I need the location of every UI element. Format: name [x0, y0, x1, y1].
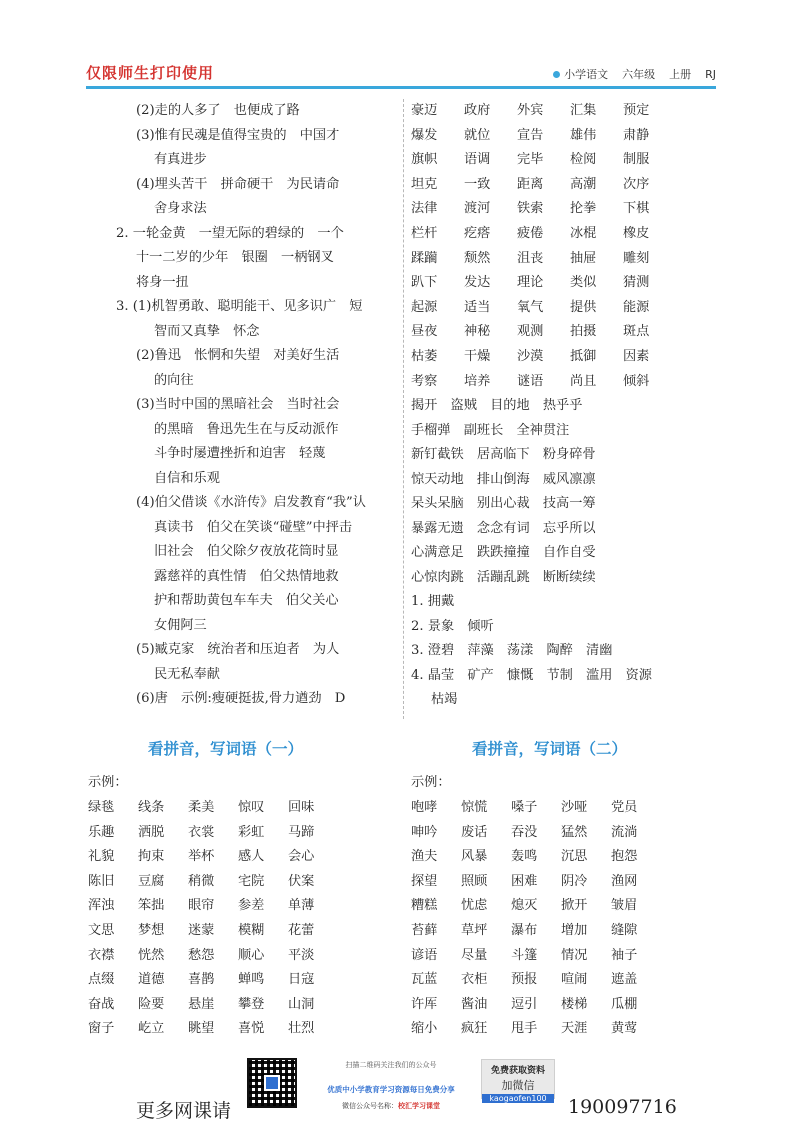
word-cell: 高潮: [570, 176, 597, 192]
word-cell: 会心: [288, 849, 315, 865]
word-cell: 乐趣: [88, 824, 115, 840]
word-cell: 抽屉: [570, 250, 597, 266]
word-cell: 喜悦: [238, 1021, 265, 1037]
example-label-right: 示例：: [411, 775, 451, 790]
word-cell: 蝉鸣: [238, 972, 265, 988]
word-cell: 呻吟: [411, 824, 438, 840]
word-cell: 绿毯: [88, 800, 115, 815]
word-cell: 恍然: [138, 947, 165, 963]
word-row: [88, 919, 338, 944]
word-row: [88, 796, 338, 821]
word-row: [88, 870, 338, 895]
word-cell: 花蕾: [288, 922, 315, 938]
footer-scan-text: 扫描二维码关注我们的公众号: [345, 1061, 437, 1069]
word-cell: 斗篷: [511, 947, 538, 963]
word-cell: 起源: [411, 299, 438, 315]
word-cell: 拘束: [138, 849, 165, 865]
example-label-left: 示例：: [88, 775, 128, 790]
word-row: [411, 124, 721, 149]
word-cell: 发达: [464, 275, 491, 291]
word-row: [411, 870, 661, 895]
word-cell: 屹立: [138, 1021, 165, 1037]
answer-line: 心满意足 跌跌撞撞 自作自受: [411, 545, 596, 561]
word-cell: 马蹄: [288, 824, 315, 840]
answer-line: (3)惟有民魂是值得宝贵的 中国才: [136, 127, 340, 143]
word-cell: 抡拳: [570, 201, 597, 217]
word-cell: 爆发: [411, 127, 438, 143]
word-row: [411, 944, 661, 969]
word-cell: 阴冷: [561, 873, 588, 889]
word-cell: 抱怨: [611, 849, 638, 865]
word-cell: 回味: [288, 800, 315, 815]
word-cell: 咆哮: [411, 800, 438, 815]
word-cell: 增加: [561, 922, 588, 938]
word-cell: 黄莺: [611, 1021, 638, 1037]
word-row: [411, 345, 721, 370]
answer-line: 暴露无遗 念念有词 忘乎所以: [411, 520, 596, 536]
answer-line: 自信和乐观: [154, 470, 220, 486]
word-cell: 掀开: [561, 898, 588, 914]
word-cell: 愁怨: [188, 947, 215, 963]
word-cell: 雄伟: [570, 127, 597, 143]
answer-line: (6)唐 示例:瘦硬挺拔,骨力遒劲 D: [136, 691, 346, 706]
word-cell: 沮丧: [517, 250, 544, 266]
word-cell: 就位: [464, 127, 491, 143]
answer-line: 的黑暗 鲁迅先生在与反动派作: [154, 421, 339, 437]
word-grid-left: [88, 796, 338, 1042]
word-cell: 倾斜: [623, 373, 650, 389]
word-cell: 适当: [464, 299, 491, 315]
answer-line: 新钉截铁 居高临下 粉身碎骨: [411, 447, 596, 463]
word-cell: 举杯: [188, 849, 215, 865]
word-cell: 模糊: [238, 922, 265, 938]
word-cell: 线条: [138, 800, 165, 815]
word-cell: 许厍: [411, 996, 438, 1012]
word-cell: 斑点: [623, 324, 650, 340]
word-cell: 栏杆: [411, 225, 438, 241]
wechat-box[interactable]: [481, 1059, 555, 1103]
word-cell: 伏案: [288, 873, 315, 889]
word-cell: 观测: [517, 324, 544, 340]
answer-line: 心惊肉跳 活蹦乱跳 断断续续: [411, 569, 596, 585]
word-cell: 皱眉: [611, 898, 638, 914]
word-row: [88, 845, 338, 870]
word-cell: 尚且: [570, 373, 597, 389]
answer-line: 旧社会 伯父除夕夜放花筒时显: [154, 544, 339, 559]
word-cell: 疯狂: [461, 1021, 488, 1037]
word-row: [88, 1017, 338, 1042]
word-row: [411, 370, 721, 395]
word-cell: 培养: [464, 373, 491, 389]
answer-line: 护和帮助黄包车车夫 伯父关心: [154, 593, 339, 608]
answer-line: 智而又真挚 怀念: [154, 323, 260, 339]
word-row: [411, 296, 721, 321]
word-cell: 惊慌: [461, 800, 488, 815]
word-cell: 迷蒙: [188, 922, 215, 938]
word-cell: 笨拙: [138, 898, 165, 914]
word-cell: 衣裳: [188, 824, 215, 840]
word-cell: 次序: [623, 176, 650, 192]
answer-line: 民无私奉献: [154, 666, 220, 682]
word-row: [88, 993, 338, 1018]
word-cell: 探望: [411, 873, 438, 889]
word-cell: 旗帜: [411, 152, 438, 168]
word-cell: 忧虑: [461, 898, 488, 914]
bullet-dot-icon: [553, 71, 560, 78]
word-cell: 渡河: [464, 201, 491, 217]
word-cell: 壮烈: [288, 1021, 315, 1037]
word-cell: 奋战: [88, 996, 115, 1012]
word-cell: 铁索: [517, 201, 544, 217]
word-cell: 轰鸣: [511, 849, 538, 865]
word-cell: 嗓子: [511, 800, 538, 815]
word-cell: 瓜棚: [611, 996, 638, 1012]
word-cell: 瓦蓝: [411, 972, 438, 988]
word-cell: 天涯: [561, 1021, 588, 1037]
answer-line: (5)臧克家 统治者和压迫者 为人: [136, 642, 340, 657]
word-cell: 彩虹: [238, 824, 265, 840]
column-divider: [403, 99, 404, 719]
word-row: [411, 222, 721, 247]
word-cell: 风暴: [461, 849, 488, 865]
answer-line: 将身一扭: [136, 274, 189, 290]
word-cell: 下棋: [623, 201, 650, 217]
word-cell: 感人: [238, 849, 265, 865]
word-cell: 流淌: [611, 824, 638, 840]
word-row: [411, 197, 721, 222]
word-row: [88, 894, 338, 919]
footer-more-courses: 更多网课请: [136, 1100, 232, 1122]
word-cell: 昼夜: [411, 324, 438, 340]
answer-line: (3)当时中国的黑暗社会 当时社会: [136, 397, 340, 412]
word-cell: 苔藓: [411, 922, 438, 938]
word-cell: 一致: [464, 176, 491, 192]
word-cell: 攀登: [238, 996, 265, 1012]
word-cell: 法律: [411, 201, 438, 217]
print-restriction-title: 仅限师生打印使用: [86, 64, 215, 82]
edition-label: RJ: [705, 67, 716, 81]
word-cell: 氧气: [517, 299, 544, 315]
word-cell: 蹂躏: [411, 250, 438, 266]
word-cell: 甩手: [511, 1021, 538, 1037]
answer-line: 呆头呆脑 别出心裁 技高一筹: [411, 496, 596, 512]
answer-column-left: [116, 99, 398, 712]
footer-slogan: 优质中小学教育学习资源每日免费分享: [327, 1085, 455, 1094]
word-cell: 能源: [623, 299, 650, 315]
word-row: [411, 993, 661, 1018]
word-cell: 逗引: [511, 996, 538, 1012]
answer-line: 揭开 盗贼 目的地 热乎乎: [411, 398, 583, 414]
word-cell: 礼貌: [88, 849, 115, 865]
word-cell: 坦克: [411, 176, 438, 192]
answer-line: 2. 一轮金黄 一望无际的碧绿的 一个: [116, 225, 344, 241]
word-cell: 疲倦: [517, 225, 544, 241]
word-cell: 糟糕: [411, 898, 438, 914]
page-header: [0, 56, 800, 96]
word-cell: 眺望: [188, 1021, 215, 1037]
word-row: [411, 173, 721, 198]
word-cell: 缩小: [411, 1021, 438, 1037]
wechat-box-line1: 免费获取资料: [490, 1066, 545, 1076]
word-cell: 趴下: [411, 275, 438, 291]
answer-line: 有真进步: [154, 152, 207, 167]
word-cell: 酱油: [461, 996, 488, 1012]
word-cell: 类似: [570, 275, 597, 291]
word-cell: 党员: [611, 800, 638, 815]
answer-line: (4)伯父借谈《水浒传》启发教育“我”认: [136, 495, 366, 510]
answer-line: 的向往: [154, 372, 194, 388]
word-cell: 预报: [511, 972, 538, 988]
word-row: [411, 99, 721, 124]
answer-line: (2)鲁迅 怅惘和失望 对美好生活: [136, 348, 340, 363]
word-cell: 废话: [461, 824, 488, 840]
word-cell: 检阅: [570, 152, 597, 168]
word-cell: 干燥: [464, 348, 491, 364]
word-cell: 草坪: [461, 922, 488, 938]
answer-line: 女佣阿三: [154, 617, 207, 633]
word-cell: 肃静: [623, 127, 650, 143]
word-cell: 梦想: [138, 922, 165, 938]
word-cell: 陈旧: [88, 873, 115, 889]
word-cell: 瀑布: [511, 922, 538, 938]
word-cell: 照顾: [461, 873, 488, 889]
wechat-box-line2: 加微信: [501, 1079, 535, 1092]
word-cell: 完毕: [517, 152, 544, 168]
word-cell: 拍摄: [570, 324, 597, 340]
word-cell: 抵御: [570, 348, 597, 364]
word-row: [88, 821, 338, 846]
footer-promo: [306, 1060, 476, 1111]
grade-label: 六年级: [622, 68, 656, 81]
word-cell: 窗子: [88, 1021, 115, 1037]
word-cell: 沙漠: [517, 348, 544, 364]
word-cell: 文思: [88, 922, 115, 938]
word-cell: 沙哑: [561, 800, 588, 815]
answer-line: 3. 澄碧 萍藻 荡漾 陶醉 清幽: [411, 643, 613, 659]
word-row: [88, 944, 338, 969]
word-cell: 点缀: [88, 972, 115, 988]
word-cell: 宣告: [517, 127, 544, 143]
page-footer: [0, 1058, 800, 1123]
word-cell: 宅院: [238, 873, 265, 889]
word-row: [411, 247, 721, 272]
word-cell: 猜测: [623, 275, 650, 291]
qr-logo-icon: [264, 1075, 280, 1091]
word-cell: 洒脱: [138, 824, 165, 840]
word-cell: 吞没: [511, 824, 538, 840]
word-cell: 预定: [623, 103, 650, 118]
word-cell: 谜语: [517, 373, 544, 389]
footer-phone: 190097716: [568, 1096, 677, 1118]
word-cell: 颓然: [464, 250, 491, 266]
word-row: [411, 968, 661, 993]
word-cell: 熄灭: [511, 898, 538, 914]
wechat-box-line3: kaogaofen100: [482, 1094, 554, 1103]
word-cell: 楼梯: [561, 996, 588, 1012]
word-cell: 冰棍: [570, 225, 597, 241]
word-cell: 喧闹: [561, 972, 588, 988]
word-cell: 悬崖: [188, 996, 215, 1012]
word-cell: 衣襟: [88, 947, 115, 963]
answer-line: 2. 景象 倾听: [411, 618, 494, 634]
word-cell: 尽量: [461, 947, 488, 963]
word-row: [411, 796, 661, 821]
word-cell: 神秘: [464, 324, 491, 340]
answer-line: (2)走的人多了 也便成了路: [136, 103, 300, 118]
word-cell: 渔网: [611, 873, 638, 889]
answer-line: 3. (1)机智勇敢、聪明能干、见多识广 短: [116, 299, 363, 314]
word-cell: 浑浊: [88, 898, 115, 914]
word-cell: 日寇: [288, 972, 315, 988]
word-cell: 山洞: [288, 996, 315, 1012]
word-cell: 语调: [464, 152, 491, 168]
section-title-left: 看拼音，写词语（一）: [148, 740, 304, 758]
word-row: [411, 1017, 661, 1042]
answer-line: 真读书 伯父在笑谈“碰壁”中抨击: [154, 519, 353, 535]
word-row: [88, 968, 338, 993]
word-grid-right: [411, 796, 661, 1042]
header-rule: [86, 86, 716, 89]
word-cell: 平淡: [288, 947, 315, 963]
word-row: [411, 894, 661, 919]
word-cell: 猛然: [561, 824, 588, 840]
word-cell: 雕刻: [623, 250, 650, 266]
word-cell: 距离: [517, 176, 544, 192]
word-cell: 喜鹊: [188, 972, 215, 988]
word-cell: 政府: [464, 103, 491, 118]
word-cell: 困难: [511, 873, 538, 889]
word-cell: 制服: [623, 152, 650, 168]
footer-account: 微信公众号名称：校汇学习课堂: [342, 1102, 440, 1110]
term-label: 上册: [669, 68, 692, 81]
word-row: [411, 845, 661, 870]
word-cell: 考察: [411, 373, 438, 389]
word-cell: 稍微: [188, 873, 215, 889]
word-cell: 渔夫: [411, 849, 438, 865]
word-cell: 因素: [623, 348, 650, 364]
word-cell: 袖子: [611, 947, 638, 963]
answer-line: 1. 拥戴: [411, 594, 455, 610]
word-row: [411, 148, 721, 173]
answer-line: 舍身求法: [154, 201, 207, 216]
word-cell: 缝隙: [611, 922, 638, 938]
word-cell: 理论: [517, 275, 544, 291]
word-cell: 遮盖: [611, 972, 638, 988]
answer-line: 枯竭: [431, 692, 458, 708]
word-cell: 单薄: [288, 898, 315, 914]
word-cell: 参差: [238, 898, 265, 914]
word-cell: 提供: [570, 299, 597, 315]
answer-line: 十一二岁的少年 银圈 一柄钢叉: [136, 250, 334, 265]
word-cell: 顺心: [238, 947, 265, 963]
word-cell: 沉思: [561, 849, 588, 865]
answer-line: 露慈祥的真性情 伯父热情地救: [154, 568, 339, 584]
word-row: [411, 919, 661, 944]
answer-line: 手榴弹 副班长 全神贯注: [411, 422, 570, 438]
word-row: [411, 821, 661, 846]
word-cell: 汇集: [570, 103, 597, 118]
word-cell: 道德: [138, 972, 165, 988]
word-row: [411, 271, 721, 296]
word-cell: 险要: [138, 996, 165, 1012]
word-cell: 橡皮: [623, 225, 650, 241]
answer-column-right: [411, 99, 721, 713]
answer-line: 4. 晶莹 矿产 慷慨 节制 滥用 资源: [411, 667, 652, 683]
word-cell: 外宾: [517, 103, 544, 118]
word-cell: 衣柜: [461, 972, 488, 988]
answer-line: 惊天动地 排山倒海 威风凛凛: [411, 471, 596, 487]
section-title-right: 看拼音，写词语（二）: [472, 740, 628, 758]
word-row: [411, 320, 721, 345]
word-cell: 疙瘩: [464, 225, 491, 241]
word-cell: 惊叹: [238, 800, 265, 815]
header-meta: [553, 66, 716, 82]
subject-label: 小学语文: [553, 66, 608, 82]
word-cell: 枯萎: [411, 348, 438, 364]
word-cell: 豪迈: [411, 103, 438, 118]
word-cell: 柔美: [188, 800, 215, 815]
answer-line: (4)埋头苦干 拼命硬干 为民请命: [136, 176, 340, 192]
word-cell: 情况: [561, 947, 588, 963]
word-cell: 豆腐: [138, 873, 165, 889]
answer-line: 斗争时屡遭挫折和迫害 轻蔑: [154, 446, 326, 461]
word-cell: 谚语: [411, 947, 438, 963]
word-cell: 眼帘: [188, 898, 215, 914]
